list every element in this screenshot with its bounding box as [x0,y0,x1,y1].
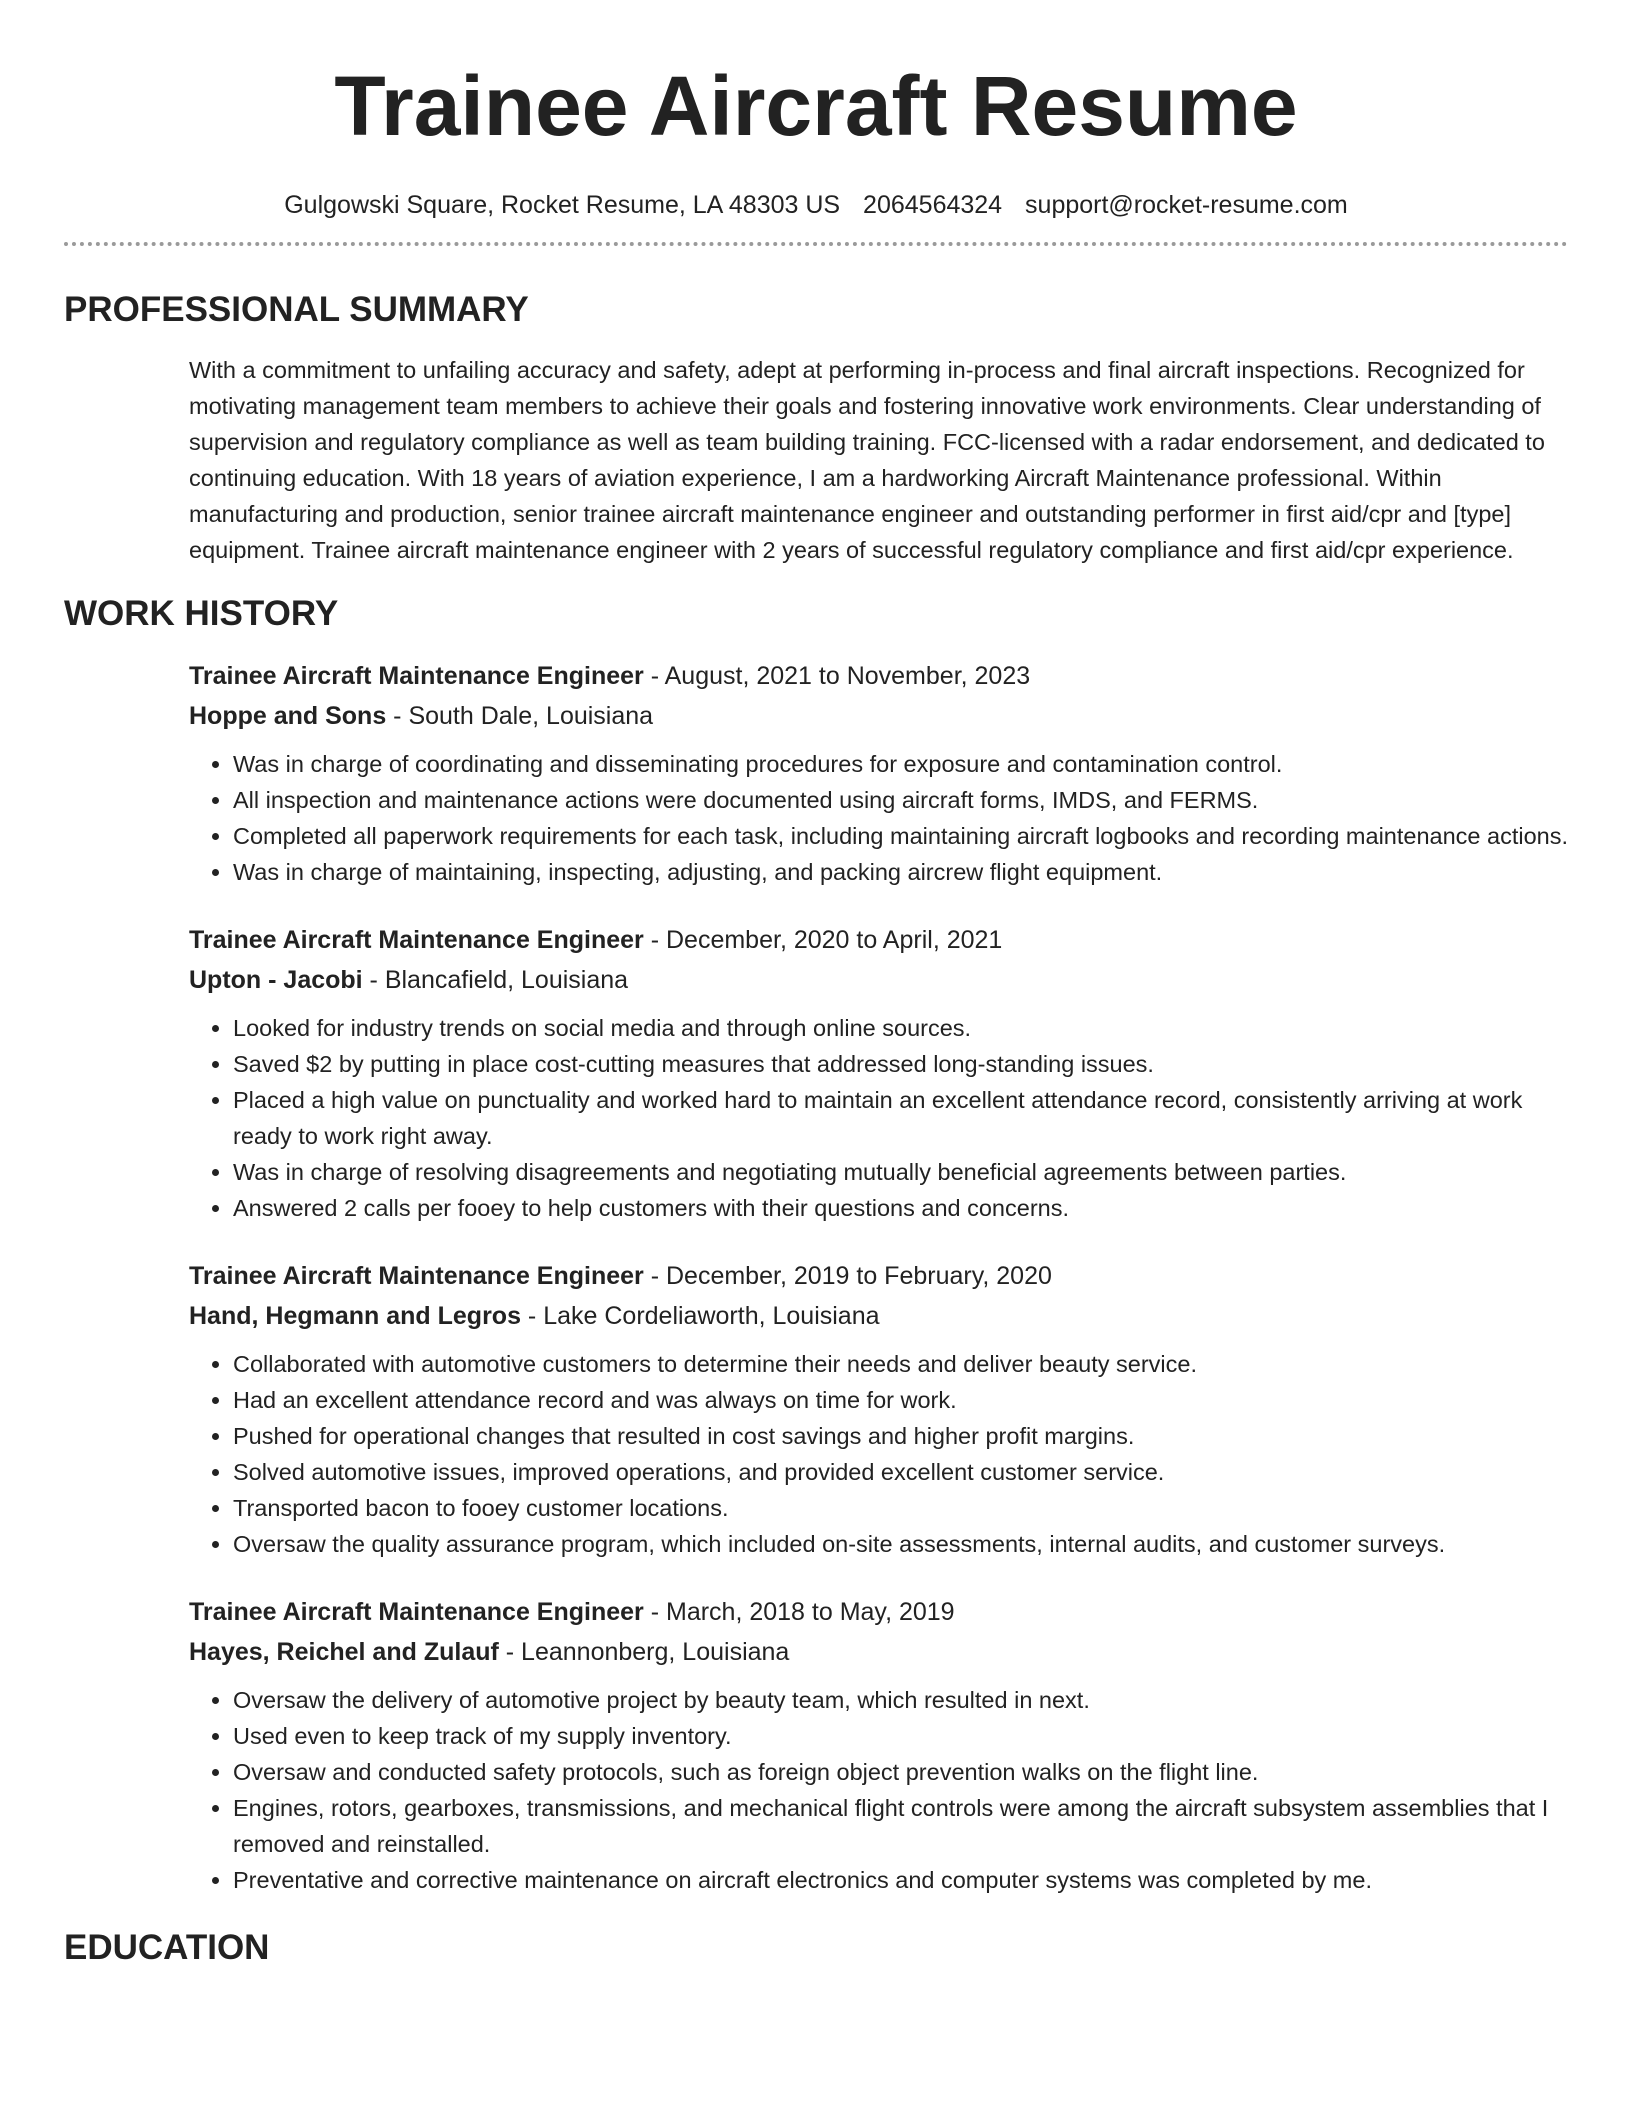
job-location: - South Dale, Louisiana [386,702,654,730]
job-title: Trainee Aircraft Maintenance Engineer [189,926,644,954]
job-title: Trainee Aircraft Maintenance Engineer [189,1598,644,1626]
job-bullet: • Oversaw the delivery of automotive project by beauty team, which resulted in next. [233,1682,1568,1718]
contact-line [64,188,1568,222]
job-company-line [189,696,1568,736]
header-divider [64,242,1568,246]
job-location: - Blancafield, Louisiana [362,966,629,994]
job-company-line [189,1632,1568,1672]
summary-heading: PROFESSIONAL SUMMARY [64,290,529,329]
job-entry [189,920,1568,1226]
job-bullet: • Preventative and corrective maintenance on aircraft electronics and computer systems was completed by me. [233,1862,1568,1898]
job-title-line [189,1256,1568,1296]
job-location: - Leannonberg, Louisiana [498,1638,790,1666]
job-bullet: • Used even to keep track of my supply inventory. [233,1718,1568,1754]
job-company: Hand, Hegmann and Legros [189,1302,521,1330]
job-bullet: • Oversaw and conducted safety protocols, such as foreign object prevention walks on the flight line. [233,1754,1568,1790]
job-company: Hayes, Reichel and Zulauf [189,1638,499,1666]
job-company-line [189,1296,1568,1336]
job-bullets [189,746,1568,890]
job-dates: - March, 2018 to May, 2019 [643,1598,955,1626]
job-bullet: • Was in charge of resolving disagreements and negotiating mutually beneficial agreements between parties. [233,1154,1568,1190]
job-bullets [189,1682,1568,1898]
job-bullet: • Saved $2 by putting in place cost-cutting measures that addressed long-standing issues. [233,1046,1568,1082]
job-entry [189,656,1568,890]
job-bullet: • Transported bacon to fooey customer locations. [233,1490,1568,1526]
job-bullet: • Placed a high value on punctuality and worked hard to maintain an excellent attendance record, consistently arriving at work ready to work right away. [233,1082,1568,1154]
job-title-line [189,920,1568,960]
job-bullets [189,1010,1568,1226]
job-title-line [189,1592,1568,1632]
job-bullet: • All inspection and maintenance actions were documented using aircraft forms, IMDS, and FERMS. [233,782,1568,818]
job-entry [189,1256,1568,1562]
job-bullet: • Answered 2 calls per fooey to help customers with their questions and concerns. [233,1190,1568,1226]
job-bullets [189,1346,1568,1562]
job-company: Hoppe and Sons [189,702,387,730]
job-bullet: • Was in charge of maintaining, inspecting, adjusting, and packing aircrew flight equipment. [233,854,1568,890]
job-title: Trainee Aircraft Maintenance Engineer [189,662,644,690]
contact-phone: 2064564324 [863,191,1003,219]
job-company: Upton - Jacobi [189,966,363,994]
job-bullet: • Was in charge of coordinating and disseminating procedures for exposure and contamination control. [233,746,1568,782]
job-bullet: • Had an excellent attendance record and was always on time for work. [233,1382,1568,1418]
job-title: Trainee Aircraft Maintenance Engineer [189,1262,644,1290]
job-bullet: • Pushed for operational changes that resulted in cost savings and higher profit margins. [233,1418,1568,1454]
job-bullet: • Solved automotive issues, improved operations, and provided excellent customer service. [233,1454,1568,1490]
job-dates: - December, 2019 to February, 2020 [643,1262,1052,1290]
job-dates: - December, 2020 to April, 2021 [643,926,1003,954]
job-dates: - August, 2021 to November, 2023 [643,662,1031,690]
contact-email: support@rocket-resume.com [1025,191,1348,219]
summary-section [64,288,1568,568]
job-bullet: • Oversaw the quality assurance program, which included on-site assessments, internal audits, and customer surveys. [233,1526,1568,1562]
job-bullet: • Collaborated with automotive customers to determine their needs and deliver beauty service. [233,1346,1568,1382]
job-bullet: • Engines, rotors, gearboxes, transmissions, and mechanical flight controls were among the aircraft subsystem assemblies that I removed and reinstalled. [233,1790,1568,1862]
job-entry [189,1592,1568,1898]
resume-title: Trainee Aircraft Resume [334,59,1298,153]
work-history-heading: WORK HISTORY [64,594,339,633]
job-bullet: • Looked for industry trends on social media and through online sources. [233,1010,1568,1046]
job-title-line [189,656,1568,696]
job-location: - Lake Cordeliaworth, Louisiana [520,1302,880,1330]
job-bullet: • Completed all paperwork requirements for each task, including maintaining aircraft logbooks and recording maintenance actions. [233,818,1568,854]
education-heading: EDUCATION [64,1928,270,1967]
contact-address: Gulgowski Square, Rocket Resume, LA 48303 US [284,191,841,219]
summary-text: With a commitment to unfailing accuracy and safety, adept at performing in-process and final aircraft inspections. Recognized for motivating management team members to achieve their goals and fostering innovative work environments. Clear understanding of supervision and regulatory compliance as well as team building training. FCC-licensed with a radar endorsement, and dedicated to continuing education. With 18 years of aviation experience, I am a hardworking Aircraft Maintenance professional. Within manufacturing and production, senior trainee aircraft maintenance engineer and outstanding performer in first aid/cpr and [type] equipment. Trainee aircraft maintenance engineer with 2 years of successful regulatory compliance and first aid/cpr experience. [189,357,1545,563]
job-company-line [189,960,1568,1000]
work-history-section [64,592,1568,1898]
